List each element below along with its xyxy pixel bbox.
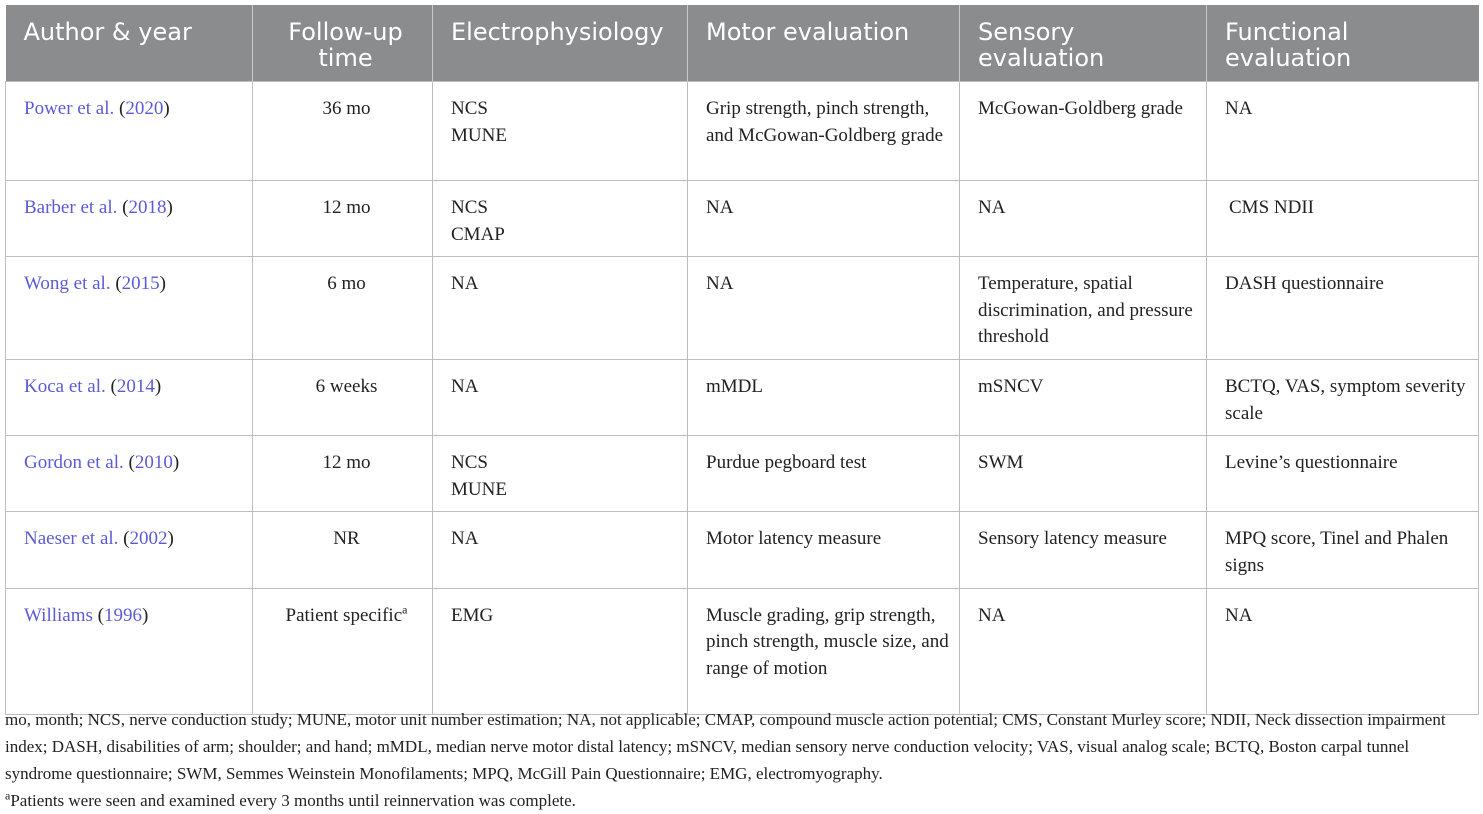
- footnote-text: Patients were seen and examined every 3 months until reinnervation was complete.: [10, 791, 576, 810]
- year-link[interactable]: 2015: [121, 273, 160, 295]
- table-row: [6, 82, 1479, 181]
- functional-cell: NA: [1207, 82, 1479, 181]
- motor-cell: Purdue pegboard test: [688, 436, 960, 512]
- functional-cell: NA: [1207, 588, 1479, 714]
- author-link[interactable]: Williams: [24, 604, 93, 626]
- year-link[interactable]: 2002: [129, 528, 168, 550]
- header-electrophysiology: Electrophysiology: [433, 5, 688, 82]
- author-cell: Naeser et al. (2002): [6, 512, 253, 588]
- author-cell: Williams (1996): [6, 588, 253, 714]
- table-row: [6, 359, 1479, 435]
- sensory-cell: NA: [960, 181, 1207, 257]
- sensory-cell: NA: [960, 588, 1207, 714]
- followup-cell: 36 mo: [253, 82, 433, 181]
- followup-cell: 12 mo: [253, 436, 433, 512]
- year-link[interactable]: 2020: [125, 98, 164, 119]
- author-cell: Gordon et al. (2010): [6, 436, 253, 512]
- header-row: [6, 5, 1479, 82]
- table-row: [6, 436, 1479, 512]
- motor-cell: Motor latency measure: [688, 512, 960, 588]
- followup-cell: 6 mo: [253, 257, 433, 360]
- sensory-cell: McGowan-Goldberg grade: [960, 82, 1207, 181]
- followup-cell: NR: [253, 512, 433, 588]
- header-follow-up: Follow-up time: [253, 5, 433, 82]
- followup-cell: 12 mo: [253, 181, 433, 257]
- footnote-marker: a: [402, 602, 408, 617]
- sensory-cell: mSNCV: [960, 359, 1207, 435]
- studies-table: [5, 5, 1479, 715]
- author-link[interactable]: Wong et al.: [24, 273, 111, 295]
- table-row: [6, 257, 1479, 360]
- year-link[interactable]: 2018: [128, 197, 167, 218]
- sensory-cell: Temperature, spatial discrimination, and pressure threshold: [960, 257, 1207, 360]
- year-link[interactable]: 2010: [134, 452, 173, 474]
- electro-cell: NCS MUNE: [433, 436, 688, 512]
- table-row: [6, 588, 1479, 714]
- header-sensory-evaluation: Sensory evaluation: [960, 5, 1207, 82]
- functional-cell: DASH questionnaire: [1207, 257, 1479, 360]
- footnote-mark: a: [5, 788, 11, 803]
- author-link[interactable]: Barber et al.: [24, 197, 118, 218]
- electro-cell: NA: [433, 512, 688, 588]
- followup-cell: Patient specific$^a$: [253, 588, 433, 714]
- electro-cell: NCS MUNE: [433, 82, 688, 181]
- table-notes: [5, 706, 1478, 814]
- functional-cell: Levine’s questionnaire: [1207, 436, 1479, 512]
- electro-cell: NA: [433, 359, 688, 435]
- sensory-cell: Sensory latency measure: [960, 512, 1207, 588]
- year-link[interactable]: 1996: [103, 604, 142, 626]
- author-cell: Koca et al. (2014): [6, 359, 253, 435]
- functional-cell: MPQ score, Tinel and Phalen signs: [1207, 512, 1479, 588]
- author-link[interactable]: Koca et al.: [24, 375, 106, 397]
- table-container: [5, 5, 1478, 715]
- author-cell: Power et al. (2020): [6, 82, 253, 181]
- motor-cell: NA: [688, 257, 960, 360]
- author-cell: Wong et al. (2015): [6, 257, 253, 360]
- header-author-year: Author & year: [6, 5, 253, 82]
- year-link[interactable]: 2014: [116, 375, 155, 397]
- functional-cell: CMS NDII: [1207, 181, 1479, 257]
- author-cell: Barber et al. (2018): [6, 181, 253, 257]
- header-functional-evaluation: Functional evaluation: [1207, 5, 1479, 82]
- abbreviations-note: mo, month; NCS, nerve conduction study; MUNE, motor unit number estimation; NA, not applicable; CMAP, compound muscle action potential; CMS, Constant Murley score; NDII, Neck dissection impairment index; DASH, disabilities of arm; shoulder; and hand; mMDL, median nerve motor distal latency; mSNCV, median sensory nerve conduction velocity; VAS, visual analog scale; BCTQ, Boston carpal tunnel syndrome questionnaire; SWM, Semmes Weinstein Monofilaments; MPQ, McGill Pain Questionnaire; EMG, electromyography.: [5, 710, 1446, 783]
- sensory-cell: SWM: [960, 436, 1207, 512]
- electro-cell: NA: [433, 257, 688, 360]
- header-motor-evaluation: Motor evaluation: [688, 5, 960, 82]
- motor-cell: Grip strength, pinch strength, and McGowan-Goldberg grade: [688, 82, 960, 181]
- followup-cell: 6 weeks: [253, 359, 433, 435]
- electro-cell: NCS CMAP: [433, 181, 688, 257]
- author-link[interactable]: Power et al.: [24, 98, 115, 119]
- table-row: [6, 512, 1479, 588]
- motor-cell: mMDL: [688, 359, 960, 435]
- table-row: [6, 181, 1479, 257]
- author-link[interactable]: Naeser et al.: [24, 528, 119, 550]
- motor-cell: NA: [688, 181, 960, 257]
- electro-cell: EMG: [433, 588, 688, 714]
- functional-cell: BCTQ, VAS, symptom severity scale: [1207, 359, 1479, 435]
- footnote: [5, 787, 1478, 814]
- author-link[interactable]: Gordon et al.: [24, 452, 124, 474]
- motor-cell: Muscle grading, grip strength, pinch strength, muscle size, and range of motion: [688, 588, 960, 714]
